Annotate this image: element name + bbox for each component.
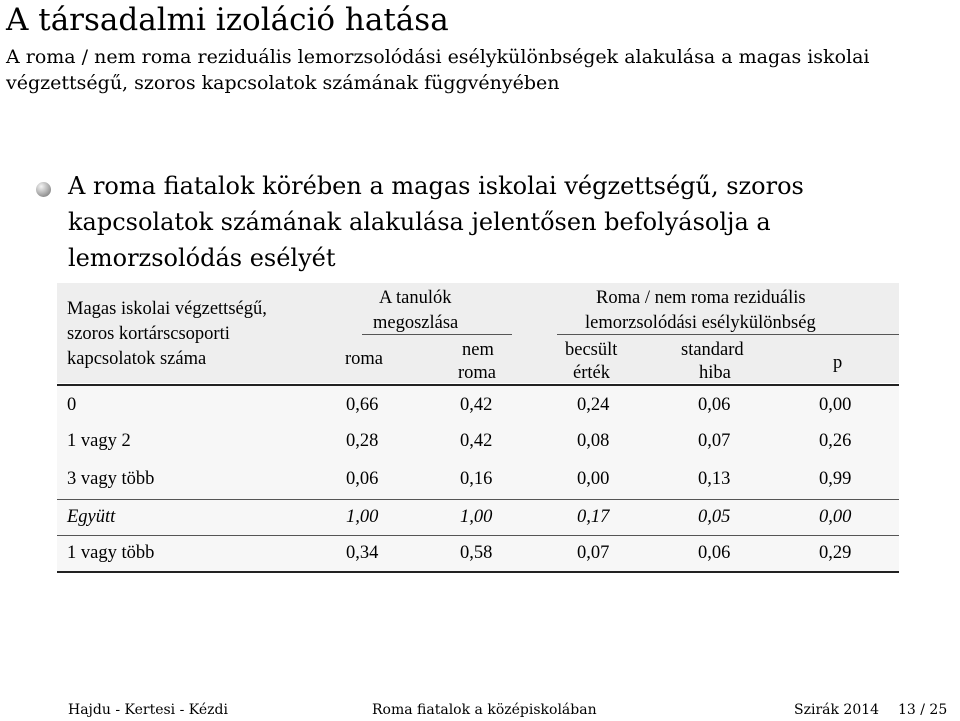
row-label: 0 [67,395,77,415]
col-becsult-header-line1: becsült [565,340,618,360]
cell-hiba: 0,06 [698,543,731,563]
col-p-header: p [833,353,843,373]
bullet-text: A roma fiatalok körében a magas iskolai végzettségű, szoros kapcsolatok számának alakulása jelentősen befolyásolja a lemorzsolódás esélyét [68,172,804,272]
cell-roma: 0,28 [346,431,379,451]
footer-talk-title: Roma fiatalok a középiskolában [372,702,597,718]
cell-nemroma: 0,42 [460,431,493,451]
total-top-rule [57,499,899,500]
group2-rule [557,334,899,335]
cell-p: 0,99 [819,469,852,489]
row-header-line3: kapcsolatok száma [67,349,207,369]
col-nemroma-header-line1: nem [462,340,494,360]
header-bottom-rule [57,384,899,386]
group1-header-line1: A tanulók [379,288,452,308]
col-standard-header-line1: standard [681,340,744,360]
cell-nemroma: 0,16 [460,469,493,489]
cell-nemroma: 1,00 [460,507,493,527]
cell-nemroma: 0,58 [460,543,493,563]
results-table [57,283,899,573]
group1-rule [362,334,512,335]
total-bottom-rule [57,535,899,536]
row-label: 3 vagy több [67,469,155,489]
col-becsult-header-line2: érték [573,363,610,383]
cell-p: 0,00 [819,507,852,527]
cell-p: 0,26 [819,431,852,451]
cell-roma: 0,34 [346,543,379,563]
cell-becsult: 0,17 [577,507,610,527]
cell-roma: 0,66 [346,395,379,415]
cell-hiba: 0,05 [698,507,731,527]
bullet-icon [36,182,51,197]
col-standard-header-line2: hiba [699,363,731,383]
cell-becsult: 0,24 [577,395,610,415]
cell-hiba: 0,13 [698,469,731,489]
cell-becsult: 0,07 [577,543,610,563]
cell-becsult: 0,08 [577,431,610,451]
group1-header-line2: megoszlása [373,313,459,333]
footer-authors: Hajdu - Kertesi - Kézdi [68,702,228,718]
row-label: 1 vagy 2 [67,431,131,451]
cell-p: 0,29 [819,543,852,563]
row-header-line2: szoros kortárscsoporti [67,324,230,344]
cell-roma: 1,00 [346,507,379,527]
col-nemroma-header-line2: roma [458,363,497,383]
row-header-line1: Magas iskolai végzettségű, [67,299,267,319]
footer-date: Szirák 2014 [794,702,880,718]
table-bottom-rule [57,571,899,573]
cell-hiba: 0,06 [698,395,731,415]
col-roma-header: roma [345,349,384,369]
cell-nemroma: 0,42 [460,395,493,415]
group2-header-line1: Roma / nem roma reziduális [596,288,806,308]
cell-hiba: 0,07 [698,431,731,451]
cell-p: 0,00 [819,395,852,415]
footer-page-number: 13 / 25 [898,702,948,718]
slide-title: A társadalmi izoláció hatása [6,2,449,38]
slide-subtitle: A roma / nem roma reziduális lemorzsolódási esélykülönbségek alakulása a magas iskolai végzettségű, szoros kapcsolatok számának függvényében [6,46,870,94]
cell-becsult: 0,00 [577,469,610,489]
cell-roma: 0,06 [346,469,379,489]
slide-footer [0,700,960,721]
group2-header-line2: lemorzsolódási esélykülönbség [585,313,816,333]
row-label: 1 vagy több [67,543,155,563]
row-label: Együtt [67,507,116,527]
